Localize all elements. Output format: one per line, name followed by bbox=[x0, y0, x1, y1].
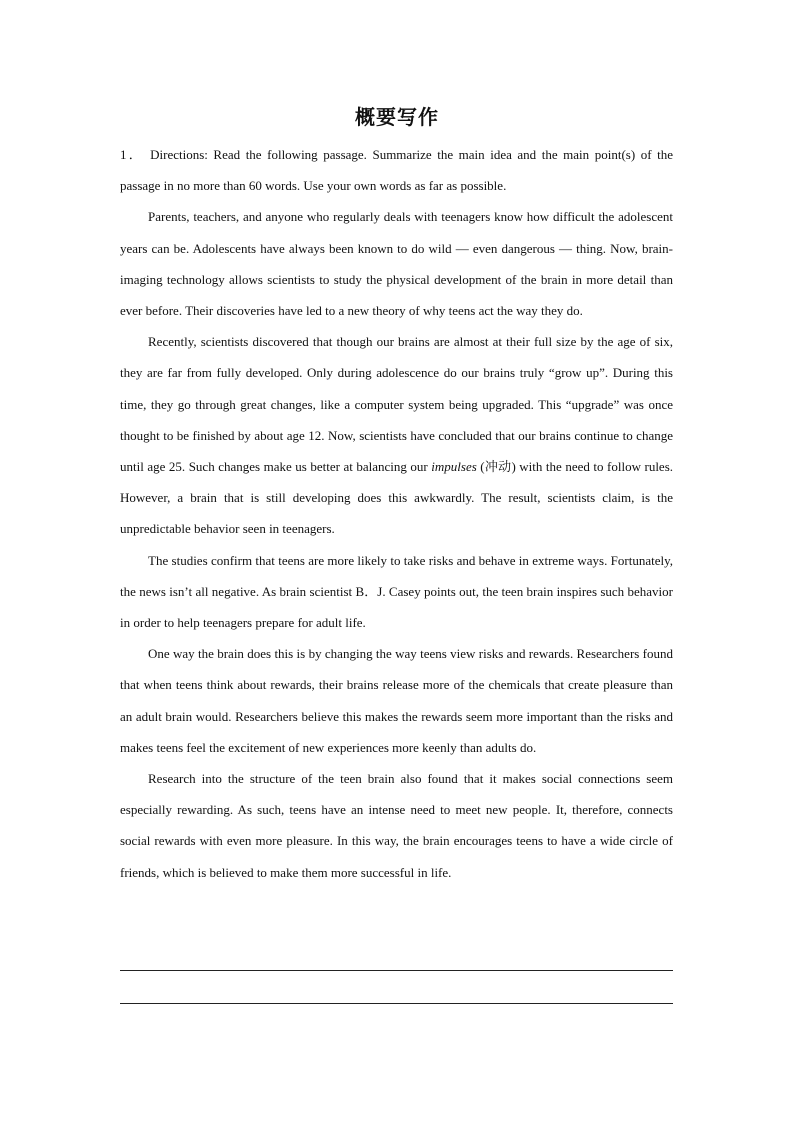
answer-line bbox=[120, 970, 673, 971]
passage-paragraph: Recently, scientists discovered that though our brains are almost at their full size by the age of six, they are far from fully developed. Only during adolescence do our brains truly “grow up”. During this time, they go through great changes, like a computer system being upgraded. This “upgrade” was once thought to be finished by about age 12. Now, scientists have concluded that our brains continue to change until age 25. Such changes make us better at balancing our impulses (冲动) with the need to follow rules. However, a brain that is still developing does this awkwardly. The result, scientists claim, is the unpredictable behavior seen in teenagers. bbox=[120, 334, 674, 537]
passage-paragraph: Research into the structure of the teen brain also found that it makes social connections seem especially rewarding. As such, teens have an intense need to meet new people. It, therefore, connects social rewards with even more pleasure. In this way, the brain encourages teens to have a wide circle of friends, which is believed to make them more successful in life. bbox=[120, 771, 673, 880]
directions-text: Directions: Read the following passage. Summarize the main idea and the main point(s) of the passage in no more than 60 words. Use your own words as far as possible. bbox=[120, 147, 673, 194]
passage-paragraph: One way the brain does this is by changing the way teens view risks and rewards. Researchers found that when teens think about rewards, their brains release more of the chemicals that create pleasure than an adult brain would. Researchers believe this makes the rewards seem more important than the risks and makes teens feel the excitement of new experiences more keenly than adults do. bbox=[120, 646, 673, 755]
passage-body bbox=[120, 139, 673, 888]
answer-line bbox=[120, 1003, 673, 1004]
passage-paragraph: Parents, teachers, and anyone who regularly deals with teenagers know how difficult the adolescent years can be. Adolescents have always been known to do wild — even dangerous — thing. Now, brain-imaging technology allows scientists to study the physical development of the brain in more detail than ever before. Their discoveries have led to a new theory of why teens act the way they do. bbox=[120, 209, 673, 319]
question-number: 1． bbox=[120, 147, 145, 162]
glossed-word: impulses bbox=[431, 459, 477, 475]
directions-paragraph bbox=[120, 139, 673, 201]
document-title: 概要写作 bbox=[355, 105, 439, 129]
passage-paragraph: The studies confirm that teens are more likely to take risks and behave in extreme ways. Fortunately, the news isn’t all negative. As brain scientist B．J. Casey points out, the teen brain inspires such behavior in order to help teenagers prepare for adult life. bbox=[120, 552, 673, 631]
